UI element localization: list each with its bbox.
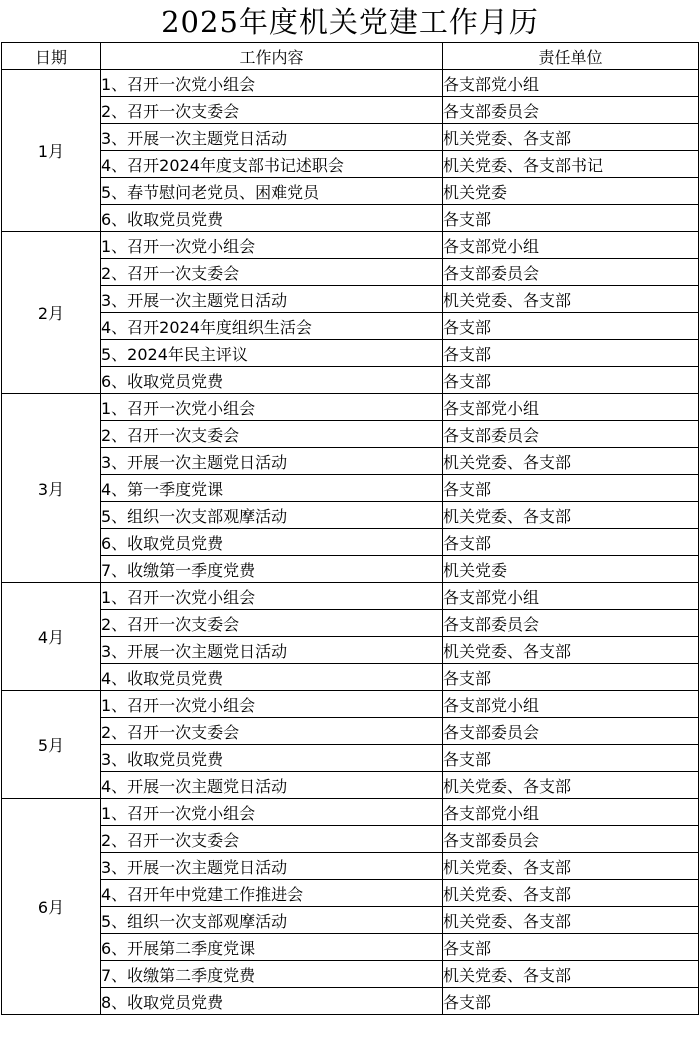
table-row — [2, 205, 699, 232]
task-cell: 5、2024年民主评议 — [101, 340, 443, 367]
month-cell: 4月 — [2, 583, 101, 691]
table-row — [2, 664, 699, 691]
unit-cell: 各支部党小组 — [443, 799, 699, 826]
table-row — [2, 232, 699, 259]
unit-cell: 各支部党小组 — [443, 691, 699, 718]
table-row — [2, 367, 699, 394]
schedule-body — [2, 70, 699, 1015]
table-row — [2, 718, 699, 745]
unit-cell: 机关党委、各支部 — [443, 772, 699, 799]
task-cell: 7、收缴第二季度党费 — [101, 961, 443, 988]
unit-cell: 各支部党小组 — [443, 70, 699, 97]
unit-cell: 机关党委、各支部 — [443, 502, 699, 529]
table-row — [2, 475, 699, 502]
task-cell: 8、收取党员党费 — [101, 988, 443, 1015]
unit-cell: 各支部 — [443, 367, 699, 394]
month-cell: 3月 — [2, 394, 101, 583]
unit-cell: 各支部 — [443, 340, 699, 367]
table-row — [2, 178, 699, 205]
table-row — [2, 961, 699, 988]
unit-cell: 各支部委员会 — [443, 826, 699, 853]
table-row — [2, 286, 699, 313]
task-cell: 4、召开2024年度组织生活会 — [101, 313, 443, 340]
task-cell: 2、召开一次支委会 — [101, 718, 443, 745]
unit-cell: 机关党委、各支部 — [443, 961, 699, 988]
unit-cell: 机关党委、各支部书记 — [443, 151, 699, 178]
task-cell: 4、召开2024年度支部书记述职会 — [101, 151, 443, 178]
column-header-unit: 责任单位 — [443, 43, 699, 70]
task-cell: 5、组织一次支部观摩活动 — [101, 907, 443, 934]
unit-cell: 各支部党小组 — [443, 583, 699, 610]
unit-cell: 机关党委 — [443, 178, 699, 205]
task-cell: 6、开展第二季度党课 — [101, 934, 443, 961]
table-row — [2, 394, 699, 421]
task-cell: 1、召开一次党小组会 — [101, 70, 443, 97]
table-row — [2, 313, 699, 340]
unit-cell: 各支部委员会 — [443, 97, 699, 124]
unit-cell: 各支部 — [443, 988, 699, 1015]
table-row — [2, 799, 699, 826]
task-cell: 1、召开一次党小组会 — [101, 232, 443, 259]
task-cell: 5、春节慰问老党员、困难党员 — [101, 178, 443, 205]
table-row — [2, 259, 699, 286]
unit-cell: 各支部 — [443, 529, 699, 556]
table-row — [2, 97, 699, 124]
task-cell: 5、组织一次支部观摩活动 — [101, 502, 443, 529]
task-cell: 1、召开一次党小组会 — [101, 691, 443, 718]
task-cell: 6、收取党员党费 — [101, 205, 443, 232]
task-cell: 2、召开一次支委会 — [101, 97, 443, 124]
table-row — [2, 583, 699, 610]
task-cell: 2、召开一次支委会 — [101, 421, 443, 448]
task-cell: 2、召开一次支委会 — [101, 826, 443, 853]
table-row — [2, 637, 699, 664]
unit-cell: 机关党委 — [443, 556, 699, 583]
task-cell: 6、收取党员党费 — [101, 367, 443, 394]
table-row — [2, 124, 699, 151]
table-row — [2, 448, 699, 475]
table-row — [2, 610, 699, 637]
task-cell: 1、召开一次党小组会 — [101, 799, 443, 826]
task-cell: 7、收缴第一季度党费 — [101, 556, 443, 583]
page-title: 2025年度机关党建工作月历 — [161, 5, 539, 39]
unit-cell: 机关党委、各支部 — [443, 124, 699, 151]
task-cell: 3、收取党员党费 — [101, 745, 443, 772]
table-row — [2, 556, 699, 583]
table-row — [2, 772, 699, 799]
task-cell: 1、召开一次党小组会 — [101, 583, 443, 610]
task-cell: 4、第一季度党课 — [101, 475, 443, 502]
task-cell: 6、收取党员党费 — [101, 529, 443, 556]
table-row — [2, 745, 699, 772]
table-row — [2, 907, 699, 934]
unit-cell: 机关党委、各支部 — [443, 637, 699, 664]
month-cell: 6月 — [2, 799, 101, 1015]
unit-cell: 机关党委、各支部 — [443, 880, 699, 907]
table-row — [2, 502, 699, 529]
unit-cell: 各支部委员会 — [443, 610, 699, 637]
table-row — [2, 421, 699, 448]
table-row — [2, 691, 699, 718]
task-cell: 3、开展一次主题党日活动 — [101, 637, 443, 664]
task-cell: 2、召开一次支委会 — [101, 259, 443, 286]
unit-cell: 各支部委员会 — [443, 421, 699, 448]
table-row — [2, 529, 699, 556]
task-cell: 4、收取党员党费 — [101, 664, 443, 691]
table-row — [2, 151, 699, 178]
unit-cell: 各支部 — [443, 205, 699, 232]
unit-cell: 机关党委、各支部 — [443, 907, 699, 934]
table-row — [2, 934, 699, 961]
unit-cell: 各支部 — [443, 664, 699, 691]
month-cell: 1月 — [2, 70, 101, 232]
month-cell: 2月 — [2, 232, 101, 394]
column-header-content: 工作内容 — [101, 43, 443, 70]
task-cell: 3、开展一次主题党日活动 — [101, 286, 443, 313]
table-header-row — [2, 43, 699, 70]
unit-cell: 各支部 — [443, 475, 699, 502]
unit-cell: 机关党委、各支部 — [443, 448, 699, 475]
unit-cell: 各支部党小组 — [443, 394, 699, 421]
unit-cell: 各支部 — [443, 934, 699, 961]
unit-cell: 各支部委员会 — [443, 718, 699, 745]
task-cell: 4、召开年中党建工作推进会 — [101, 880, 443, 907]
table-row — [2, 340, 699, 367]
task-cell: 3、开展一次主题党日活动 — [101, 448, 443, 475]
table-row — [2, 826, 699, 853]
task-cell: 3、开展一次主题党日活动 — [101, 853, 443, 880]
month-cell: 5月 — [2, 691, 101, 799]
task-cell: 3、开展一次主题党日活动 — [101, 124, 443, 151]
unit-cell: 各支部党小组 — [443, 232, 699, 259]
task-cell: 1、召开一次党小组会 — [101, 394, 443, 421]
table-row — [2, 988, 699, 1015]
task-cell: 2、召开一次支委会 — [101, 610, 443, 637]
schedule-table — [1, 42, 699, 1015]
table-row — [2, 70, 699, 97]
unit-cell: 各支部委员会 — [443, 259, 699, 286]
table-row — [2, 853, 699, 880]
table-row — [2, 880, 699, 907]
unit-cell: 机关党委、各支部 — [443, 286, 699, 313]
unit-cell: 各支部 — [443, 313, 699, 340]
unit-cell: 机关党委、各支部 — [443, 853, 699, 880]
unit-cell: 各支部 — [443, 745, 699, 772]
column-header-date: 日期 — [2, 43, 101, 70]
task-cell: 4、开展一次主题党日活动 — [101, 772, 443, 799]
